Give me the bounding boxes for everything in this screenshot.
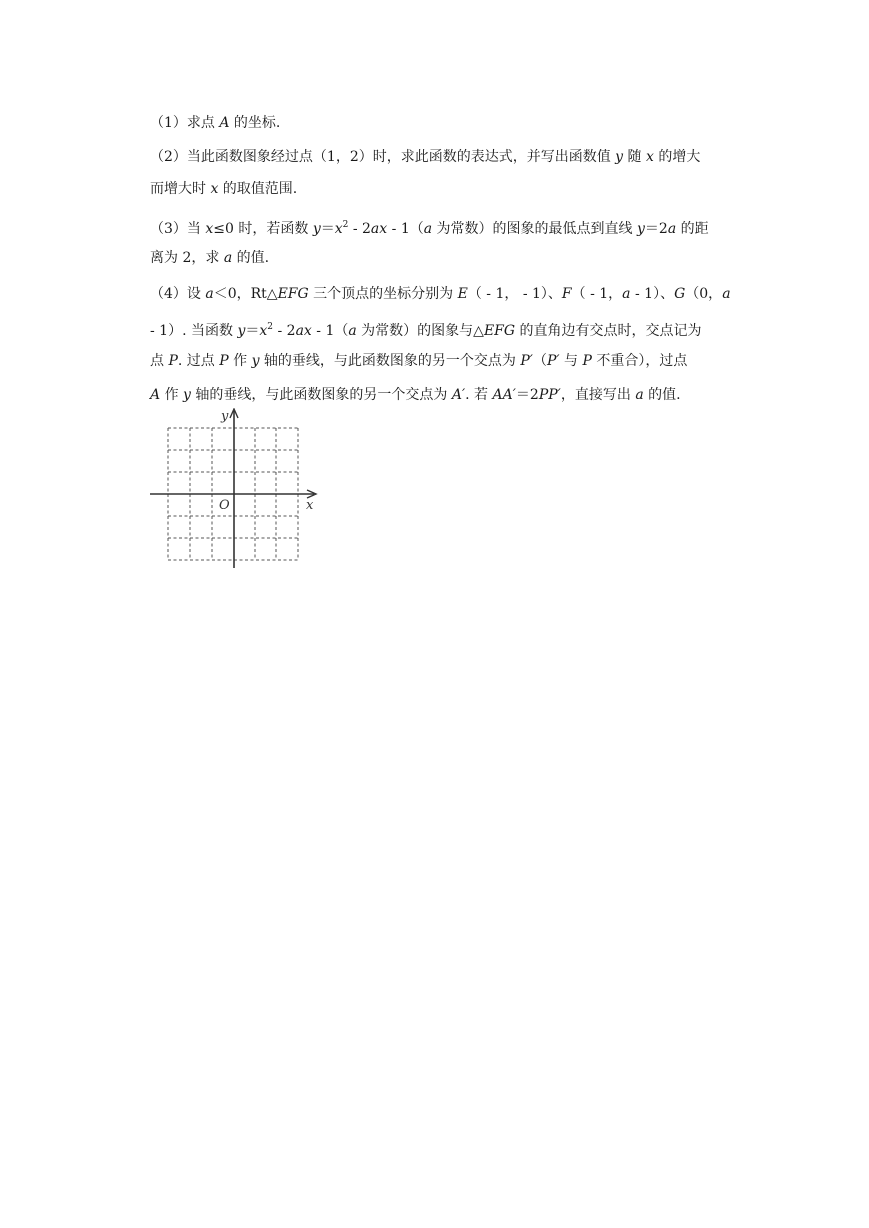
text: （2）当此函数图象经过点（1，2）时，求此函数的表达式，并写出函数值	[150, 149, 616, 165]
var-x: x	[259, 323, 268, 339]
text: （ - 1， - 1）、	[467, 286, 562, 302]
var-a: a	[635, 387, 644, 403]
var-E: E	[457, 286, 468, 302]
question-part-4-line-3	[150, 352, 740, 370]
var-x: x	[379, 221, 388, 237]
var-P: P	[168, 353, 178, 369]
question-part-4-line-1	[150, 285, 740, 303]
var-y: y	[615, 149, 624, 165]
var-x: x	[205, 221, 214, 237]
var-a: a	[205, 286, 214, 302]
text: ＝	[245, 323, 260, 339]
var-a: a	[423, 221, 433, 237]
x-axis-label: x	[306, 498, 314, 513]
text: ＜0，Rt△	[213, 286, 278, 302]
text: 三个顶点的坐标分别为	[308, 286, 458, 302]
var-P: P	[582, 353, 592, 369]
text: ＝2	[515, 387, 539, 403]
coordinate-grid-svg	[148, 408, 323, 573]
origin-label: O	[219, 498, 230, 513]
text: 与	[559, 353, 583, 369]
var-y: y	[251, 353, 260, 369]
text: （0，	[685, 286, 723, 302]
var-P-prime: P′	[520, 353, 533, 369]
text: - 1）. 当函数	[150, 323, 238, 339]
text: （	[533, 353, 547, 369]
text: 为常数）的图象与△	[356, 323, 484, 339]
text: 的增大	[653, 149, 701, 165]
text: 而增大时	[150, 181, 211, 197]
question-part-3-line-2	[150, 249, 740, 267]
var-PP-prime: PP′	[538, 387, 561, 403]
var-EFG: EFG	[277, 286, 309, 302]
text: 作	[228, 353, 252, 369]
var-y: y	[183, 387, 191, 403]
var-a: a	[295, 323, 304, 339]
var-x: x	[646, 149, 654, 165]
text: - 2	[348, 221, 371, 237]
text: 的距	[676, 221, 709, 237]
text: （ - 1，	[571, 286, 623, 302]
text: ＝2	[644, 221, 668, 237]
var-y: y	[312, 221, 321, 237]
var-a: a	[622, 286, 631, 302]
var-a: a	[667, 221, 677, 237]
question-part-3-line-1	[150, 216, 740, 238]
var-y: y	[237, 323, 246, 339]
text: - 2	[273, 323, 296, 339]
text: 的直角边有交点时，交点记为	[515, 323, 702, 339]
question-part-4-line-4	[150, 386, 740, 404]
text: 的取值范围.	[218, 181, 298, 197]
text: ＝	[320, 221, 335, 237]
text: 轴的垂线，与此函数图象的另一个交点为	[190, 387, 452, 403]
var-P: P	[219, 353, 229, 369]
text: 的值.	[232, 250, 270, 266]
text: ，直接写出	[560, 387, 636, 403]
question-part-2-line-2	[150, 180, 740, 198]
text: - 1（	[311, 323, 349, 339]
var-a: a	[370, 221, 380, 237]
var-A: A	[150, 387, 161, 403]
var-F: F	[561, 286, 572, 302]
var-x: x	[303, 323, 312, 339]
text: 点	[150, 353, 169, 369]
text: 的坐标.	[229, 115, 281, 131]
var-x: x	[334, 221, 343, 237]
var-a: a	[722, 286, 731, 302]
superscript: 2	[267, 322, 274, 332]
text: 不重合），过点	[591, 353, 688, 369]
text: 的值.	[643, 387, 681, 403]
var-y: y	[637, 221, 645, 237]
var-G: G	[674, 286, 686, 302]
var-AA-prime: AA′	[492, 387, 516, 403]
text: - 1）、	[630, 286, 675, 302]
question-part-4-line-2	[150, 318, 740, 340]
var-P-prime: P′	[547, 353, 560, 369]
text: 轴的垂线，与此函数图象的另一个交点为	[259, 353, 521, 369]
text: （1）求点	[150, 115, 220, 131]
text: 为常数）的图象的最低点到直线	[432, 221, 637, 237]
text: . 若	[465, 387, 493, 403]
text: . 过点	[177, 353, 220, 369]
text: ≤0 时，若函数	[213, 221, 313, 237]
text: 随	[623, 149, 646, 165]
superscript: 2	[342, 220, 349, 230]
text: 离为 2，求	[150, 250, 224, 266]
var-a: a	[223, 250, 233, 266]
y-axis-label: y	[221, 409, 229, 424]
var-a: a	[348, 323, 357, 339]
var-A-prime: A′	[451, 387, 466, 403]
var-EFG: EFG	[483, 323, 516, 339]
question-part-1	[150, 114, 740, 132]
text: （3）当	[150, 221, 206, 237]
text: - 1（	[387, 221, 424, 237]
coordinate-grid-figure	[148, 408, 323, 573]
question-part-2-line-1	[150, 148, 740, 166]
text: 作	[160, 387, 184, 403]
text: （4）设	[150, 286, 206, 302]
var-x: x	[210, 181, 219, 197]
var-A: A	[219, 115, 230, 131]
